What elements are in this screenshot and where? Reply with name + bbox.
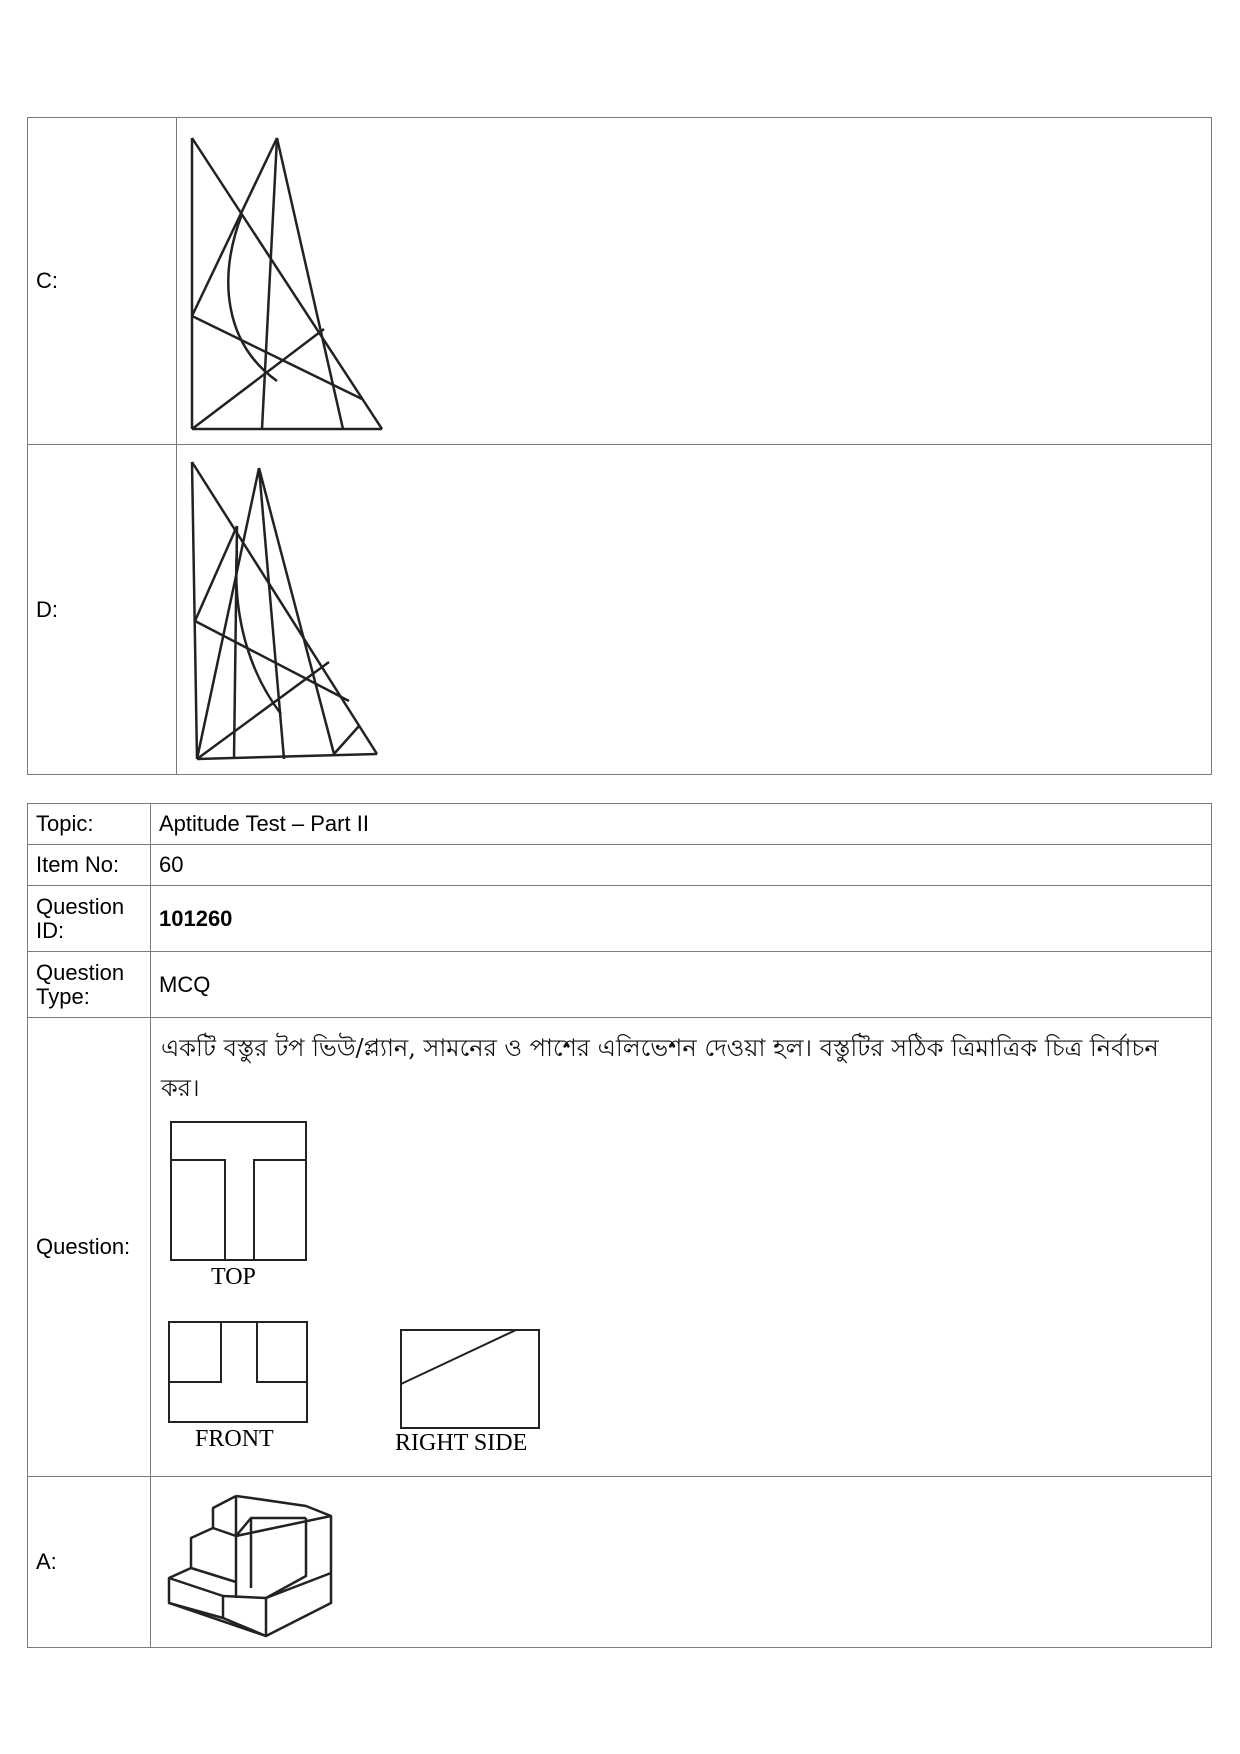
topic-label: Topic: [28,804,151,845]
item-value: 60 [151,845,1212,886]
topic-value: Aptitude Test – Part II [151,804,1212,845]
question-row [28,1018,1212,1477]
question-id-label: Question ID: [28,886,151,952]
question-label: Question: [28,1018,151,1477]
options-table [27,117,1212,775]
item-label: Item No: [28,845,151,886]
question-table [27,803,1212,1648]
right-side-caption: RIGHT SIDE [395,1430,528,1456]
option-figure-cell-c [177,118,1212,445]
option-label-d: D: [28,445,177,775]
option-figure-cell-a [151,1477,1212,1648]
isometric-figure-a [151,1478,1211,1647]
question-id-value: 101260 [151,886,1212,952]
question-type-value: MCQ [151,952,1212,1018]
question-type-row [28,952,1212,1018]
option-label-c: C: [28,118,177,445]
item-row [28,845,1212,886]
question-text: একটি বস্তুর টপ ভিউ/প্ল্যান, সামনের ও পাশের এলিভেশন দেওয়া হল। বস্তুটির সঠিক ত্রিমাত্রিক চিত্র নির্বাচন কর। [161,1034,1159,1102]
option-label-a: A: [28,1477,151,1648]
question-body [151,1018,1212,1477]
triangle-figure-d [177,446,1211,774]
option-figure-cell-d [177,445,1212,775]
front-caption: FRONT [195,1426,274,1452]
triangle-figure-c [177,119,1211,444]
right-side-view [401,1330,539,1428]
question-type-label: Question Type: [28,952,151,1018]
topic-row [28,804,1212,845]
front-view [169,1322,307,1422]
top-caption: TOP [211,1264,256,1290]
option-row-c [28,118,1212,445]
question-id-row [28,886,1212,952]
top-view [171,1122,306,1260]
orthographic-views [151,1114,1211,1476]
option-row-d [28,445,1212,775]
option-row-a [28,1477,1212,1648]
